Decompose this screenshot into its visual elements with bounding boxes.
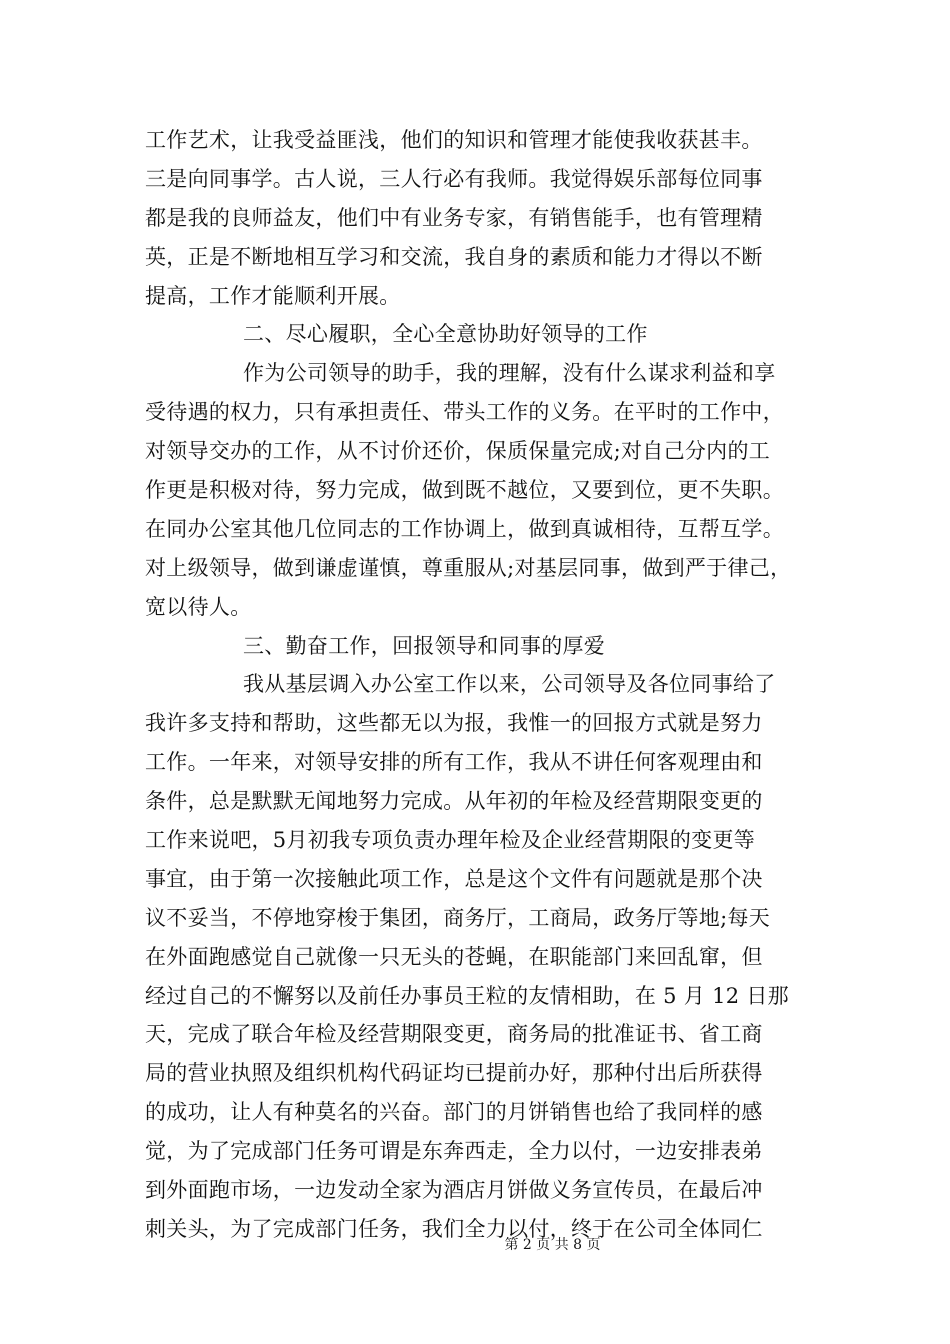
text-line: 我从基层调入办公室工作以来，公司领导及各位同事给了 — [243, 672, 776, 697]
text-line: 经过自己的不懈努以及前任办事员王粒的友情相助，在 5 月 12 日那 — [145, 983, 789, 1008]
text-line: 对领导交办的工作，从不讨价还价，保质保量完成;对自己分内的工 — [145, 439, 771, 464]
text-line: 天，完成了联合年检及经营期限变更，商务局的批准证书、省工商 — [145, 1022, 763, 1047]
text-line: 事宜，由于第一次接触此项工作，总是这个文件有问题就是那个决 — [145, 866, 763, 891]
text-line: 作更是积极对待，努力完成，做到既不越位，又要到位，更不失职。 — [145, 478, 784, 503]
text-line: 工作艺术，让我受益匪浅，他们的知识和管理才能使我收获甚丰。 — [145, 128, 763, 152]
text-line: 英，正是不断地相互学习和交流，我自身的素质和能力才得以不断 — [145, 244, 763, 269]
body-text — [145, 121, 825, 1249]
text-line: 刺关头，为了完成部门任务，我们全力以付，终于在公司全体同仁 — [145, 1216, 763, 1241]
page-number-footer: 第 2 页 共 8 页 — [504, 1237, 601, 1253]
text-line: 的成功，让人有种莫名的兴奋。部门的月饼销售也给了我同样的感 — [145, 1100, 763, 1125]
text-line: 到外面跑市场，一边发动全家为酒店月饼做义务宣传员，在最后冲 — [145, 1178, 763, 1203]
text-line: 在同办公室其他几位同志的工作协调上，做到真诚相待，互帮互学。 — [145, 516, 784, 541]
text-line: 局的营业执照及组织机构代码证均已提前办好，那种付出后所获得 — [145, 1061, 763, 1086]
text-line: 我许多支持和帮助，这些都无以为报，我惟一的回报方式就是努力 — [145, 711, 763, 736]
text-line: 条件，总是默默无闻地努力完成。从年初的年检及经营期限变更的 — [145, 789, 763, 814]
text-line: 对上级领导，做到谦虚谨慎，尊重服从;对基层同事，做到严于律己， — [145, 555, 792, 580]
text-line: 宽以待人。 — [145, 594, 252, 619]
text-line: 都是我的良师益友，他们中有业务专家，有销售能手，也有管理精 — [145, 205, 763, 230]
text-line: 议不妥当，不停地穿梭于集团，商务厅，工商局，政务厅等地;每天 — [145, 905, 771, 930]
text-line: 觉，为了完成部门任务可谓是东奔西走，全力以付，一边安排表弟 — [145, 1139, 763, 1164]
section-heading: 三、勤奋工作，回报领导和同事的厚爱 — [243, 633, 606, 658]
text-line: 工作。一年来，对领导安排的所有工作，我从不讲任何客观理由和 — [145, 750, 763, 775]
text-line: 提高，工作才能顺利开展。 — [145, 283, 401, 308]
section-heading: 二、尽心履职，全心全意协助好领导的工作 — [243, 322, 648, 347]
text-line: 受待遇的权力，只有承担责任、带头工作的义务。在平时的工作中， — [145, 400, 784, 425]
text-line: 在外面跑感觉自己就像一只无头的苍蝇，在职能部门来回乱窜，但 — [145, 944, 763, 969]
text-line: 三是向同事学。古人说，三人行必有我师。我觉得娱乐部每位同事 — [145, 166, 763, 191]
text-line: 作为公司领导的助手，我的理解，没有什么谋求利益和享 — [243, 361, 776, 386]
text-line: 工作来说吧，5月初我专项负责办理年检及企业经营期限的变更等 — [145, 828, 756, 853]
